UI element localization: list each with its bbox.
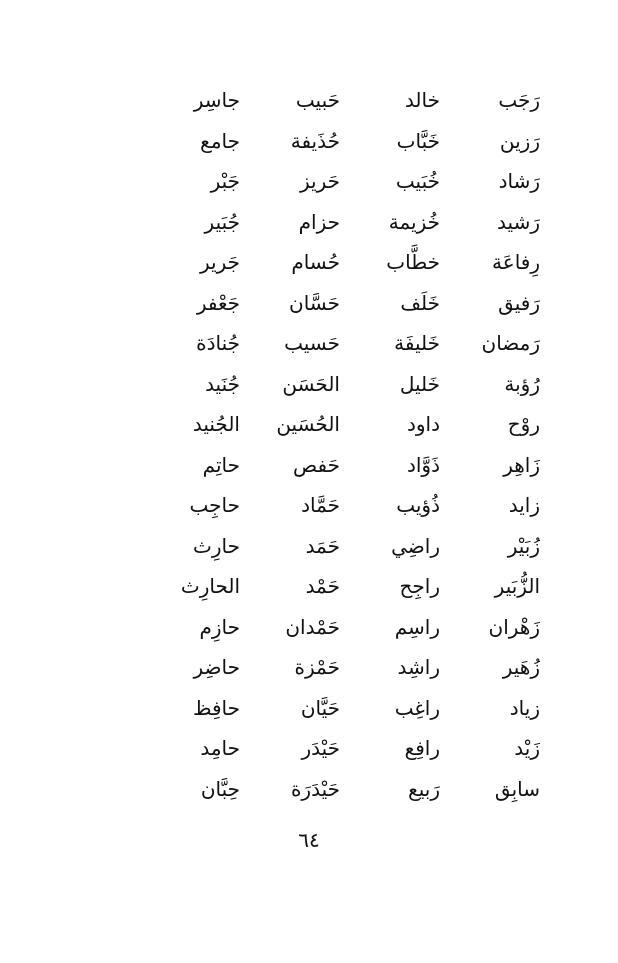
- name-cell: رَمضان: [481, 331, 540, 356]
- name-cell: ذُؤيب: [396, 493, 440, 518]
- name-cell: رِفاعَة: [492, 250, 540, 275]
- name-cell: حارِث: [193, 533, 240, 558]
- name-cell: حامِد: [200, 736, 240, 761]
- name-cell: جَرير: [200, 250, 240, 275]
- name-cell: راغِب: [394, 695, 440, 720]
- name-cell: الحَسَن: [282, 371, 340, 396]
- name-cell: زياد: [509, 695, 540, 720]
- name-cell: رَزين: [499, 128, 540, 153]
- name-cell: حَمْزة: [294, 655, 340, 680]
- page-number: ٦٤: [298, 828, 320, 852]
- name-cell: حزام: [298, 209, 340, 234]
- name-cell: خَبَّاب: [396, 128, 440, 153]
- name-cell: جُنادَة: [196, 331, 240, 356]
- name-cell: زايد: [508, 493, 540, 518]
- name-cell: حازِم: [199, 614, 240, 639]
- name-cell: رَشيد: [497, 209, 540, 234]
- name-cell: سابِق: [494, 776, 540, 801]
- name-cell: جاسِر: [193, 88, 240, 113]
- name-cell: خَليفَة: [394, 331, 440, 356]
- name-cell: راشِد: [397, 655, 440, 680]
- name-cell: رَبيع: [408, 776, 440, 801]
- name-row: [150, 283, 550, 324]
- name-cell: حَمْدان: [285, 614, 340, 639]
- name-cell: زُهَير: [502, 655, 540, 680]
- name-row: [150, 485, 550, 526]
- name-cell: خطَّاب: [386, 250, 440, 275]
- names-table: [150, 80, 550, 809]
- name-row: [150, 526, 550, 567]
- name-cell: جُبَير: [204, 209, 240, 234]
- name-cell: رَشاد: [498, 169, 540, 194]
- name-cell: راجِح: [399, 574, 440, 599]
- name-cell: زَيْد: [514, 736, 540, 761]
- name-cell: راسِم: [394, 614, 440, 639]
- name-cell: الحارِث: [180, 574, 240, 599]
- name-row: [150, 647, 550, 688]
- name-cell: جَعْفر: [196, 290, 240, 315]
- name-cell: حِبَّان: [200, 776, 240, 801]
- name-row: [150, 121, 550, 162]
- name-cell: زَهْران: [488, 614, 540, 639]
- name-row: [150, 323, 550, 364]
- name-cell: جامع: [200, 128, 240, 153]
- name-cell: الحُسَين: [276, 412, 340, 437]
- name-cell: خُزيمة: [388, 209, 440, 234]
- name-cell: رُؤبة: [504, 371, 540, 396]
- name-cell: رَجَب: [498, 88, 540, 113]
- name-cell: خُبَيب: [395, 169, 440, 194]
- name-cell: جَبْر: [210, 169, 240, 194]
- name-cell: حَيَّان: [300, 695, 340, 720]
- name-row: [150, 80, 550, 121]
- name-cell: رَفيق: [498, 290, 540, 315]
- name-cell: داود: [406, 412, 440, 437]
- name-cell: حَريز: [300, 169, 340, 194]
- name-cell: راضِي: [391, 533, 440, 558]
- name-cell: حَسَّان: [289, 290, 340, 315]
- name-cell: حَفص: [293, 452, 340, 477]
- name-row: [150, 364, 550, 405]
- name-row: [150, 161, 550, 202]
- name-row: [150, 242, 550, 283]
- name-cell: خالد: [404, 88, 440, 113]
- name-cell: زُبَيْر: [507, 533, 540, 558]
- name-row: [150, 688, 550, 729]
- name-cell: حَسيب: [284, 331, 340, 356]
- name-cell: حَمْد: [305, 574, 340, 599]
- name-cell: حُسام: [291, 250, 340, 275]
- name-cell: زَاهِر: [503, 452, 540, 477]
- name-cell: حُذَيفة: [290, 128, 340, 153]
- name-cell: حَمَّاد: [301, 493, 340, 518]
- name-cell: حاضِر: [193, 655, 240, 680]
- name-row: [150, 728, 550, 769]
- name-cell: حاجِب: [189, 493, 240, 518]
- name-cell: حافِظ: [192, 695, 240, 720]
- name-row: [150, 566, 550, 607]
- name-cell: روْح: [507, 412, 540, 437]
- name-cell: رافِع: [404, 736, 440, 761]
- name-cell: الجُنيد: [192, 412, 240, 437]
- name-cell: الزُّبَير: [494, 574, 540, 599]
- name-row: [150, 769, 550, 810]
- name-cell: خَليل: [399, 371, 440, 396]
- name-cell: ذَوَّاد: [406, 452, 440, 477]
- name-cell: حَمَد: [305, 533, 340, 558]
- name-row: [150, 607, 550, 648]
- name-cell: حاتِم: [202, 452, 240, 477]
- name-cell: جُنَيد: [205, 371, 240, 396]
- name-row: [150, 445, 550, 486]
- name-cell: خَلَف: [400, 290, 440, 315]
- name-cell: حَبيب: [295, 88, 340, 113]
- name-row: [150, 404, 550, 445]
- name-cell: حَيْدَر: [301, 736, 340, 761]
- name-row: [150, 202, 550, 243]
- name-cell: حَيْدَرَة: [290, 776, 340, 801]
